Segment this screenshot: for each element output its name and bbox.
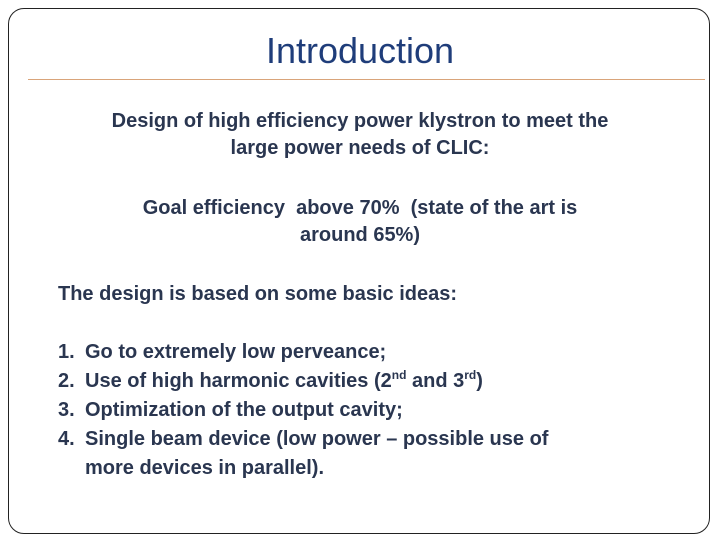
list-text-part: ) — [476, 370, 483, 392]
ideas-list — [58, 338, 678, 483]
list-text-part: and 3 — [406, 370, 465, 392]
list-item — [58, 396, 678, 425]
intro-line-2: large power needs of CLIC: — [230, 137, 490, 159]
list-text — [85, 425, 678, 483]
list-item — [58, 367, 678, 396]
list-text-line-2: more devices in parallel). — [85, 457, 324, 479]
superscript-rd: rd — [464, 368, 477, 382]
intro-paragraph — [0, 108, 720, 162]
list-number: 1. — [58, 341, 75, 363]
list-number: 2. — [58, 370, 75, 392]
superscript-nd: nd — [391, 368, 407, 382]
slide-title: Introduction — [265, 30, 455, 71]
basis-statement: The design is based on some basic ideas: — [58, 283, 458, 305]
title-divider — [28, 79, 705, 80]
list-number: 4. — [58, 428, 75, 450]
list-number: 3. — [58, 399, 75, 421]
list-text-line-1: Single beam device (low power – possible use of — [85, 428, 549, 450]
list-text: Go to extremely low perveance; — [85, 341, 387, 363]
list-item — [58, 338, 678, 367]
list-text — [85, 367, 678, 396]
goal-paragraph — [0, 195, 720, 249]
goal-line-2: around 65%) — [299, 224, 421, 246]
list-item — [58, 425, 678, 483]
list-text-part: Use of high harmonic cavities (2 — [85, 370, 392, 392]
intro-line-1: Design of high efficiency power klystron to meet the — [111, 110, 609, 132]
goal-line-1: Goal efficiency above 70% (state of the art is — [142, 197, 578, 219]
list-text: Optimization of the output cavity; — [85, 399, 403, 421]
